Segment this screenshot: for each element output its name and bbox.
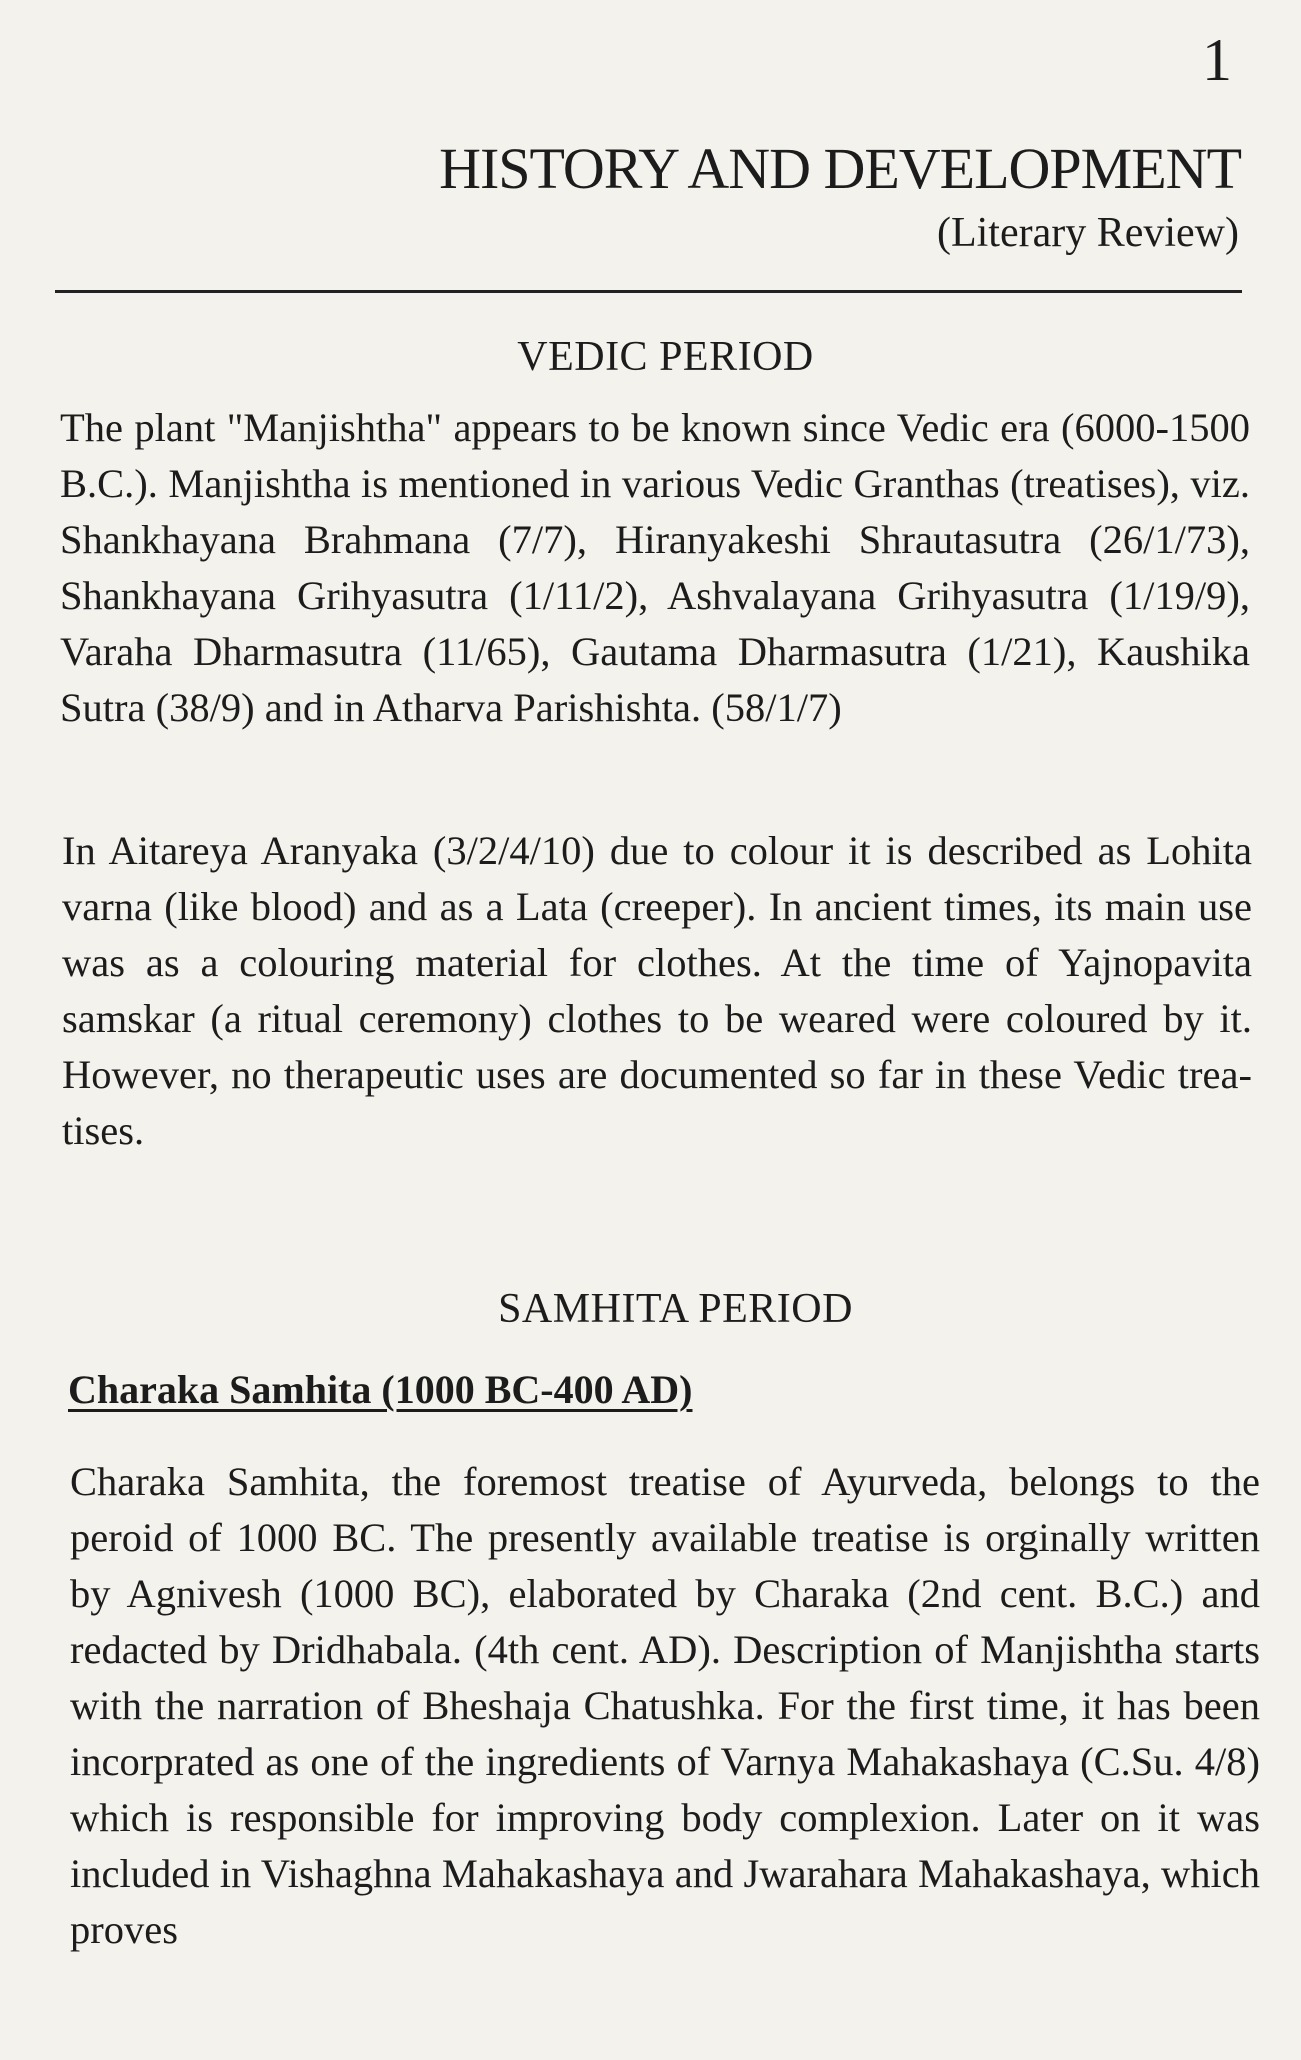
- chapter-title: HISTORY AND DEVELOPMENT: [439, 136, 1241, 201]
- section-heading-samhita-period: SAMHITA PERIOD: [498, 1286, 853, 1332]
- section-heading-vedic-period: VEDIC PERIOD: [517, 334, 814, 380]
- chapter-number: 1: [1202, 27, 1232, 93]
- paragraph-vedic-1: The plant "Manjishtha" appears to be known since Vedic era (6000-1500 B.C.). Manjishtha is mentioned in various Vedic Granthas (treatises), viz. Shankhayana Brahmana (7/7), Hiranyakeshi Shrautasutra (26/1/73), Shankhayana Grihyasutra (1/11/2), Ashvalayana Grihyasutra (1/19/9), Varaha Dharmasutra (11/65), Gautama Dharmasutra (1/21), Kaushika Sutra (38/9) and in Atharva Parishishta. (58/1/7): [60, 405, 1250, 730]
- paragraph-vedic-2: In Aitareya Aranyaka (3/2/4/10) due to colour it is described as Lohita varna (like blood) and as a Lata (creeper). In ancient times, its main use was as a colouring material for clothes. At the time of Yajnopavita samskar (a ritual ceremony) clothes to be weared were coloured by it. However, no therapeutic uses are documented so far in these Vedic treatises.: [62, 828, 1252, 1153]
- header-divider: [55, 290, 1242, 293]
- subheading-charaka-samhita: Charaka Samhita (1000 BC-400 AD): [68, 1367, 693, 1412]
- chapter-subtitle: (Literary Review): [936, 210, 1239, 256]
- paragraph-charaka-1: Charaka Samhita, the foremost treatise of Ayurveda, belongs to the peroid of 1000 BC. The presently available treatise is orginally written by Agnivesh (1000 BC), elaborated by Charaka (2nd cent. B.C.) and redacted by Dridhabala. (4th cent. AD). Description of Manjishtha starts with the narration of Bheshaja Chatushka. For the first time, it has been incorprated as one of the ingredients of Varnya Mahakashaya (C.Su. 4/8) which is responsible for improving body complexion. Later on it was included in Vishaghna Mahakashaya and Jwarahara Mahakashaya, which proves: [70, 1459, 1260, 1952]
